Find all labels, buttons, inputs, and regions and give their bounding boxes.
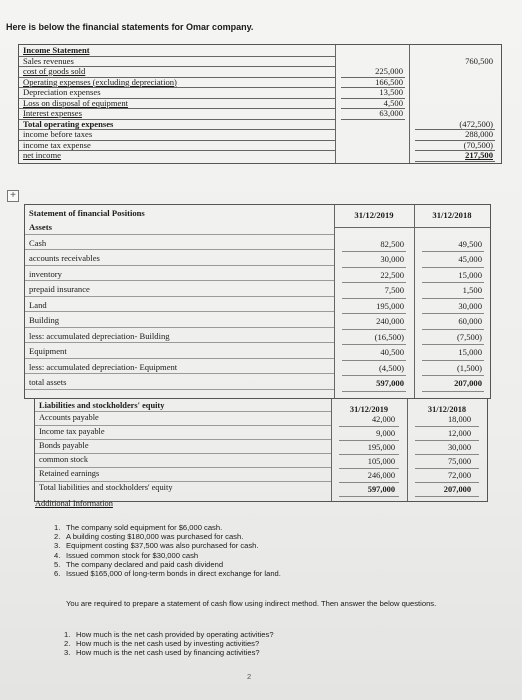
positions-header-line: [334, 227, 490, 228]
positions-col-2019: 31/12/2019: [354, 210, 394, 220]
income-mid-value: 13,500: [379, 87, 403, 97]
v1-line: [342, 251, 406, 252]
liab-2019-value: 195,000: [367, 443, 395, 452]
info-item-number: 6.: [54, 569, 61, 579]
positions-2018-value: 1,500: [462, 285, 482, 295]
income-mid-value: 63,000: [379, 108, 403, 118]
v1-line: [342, 375, 406, 376]
additional-info-list: [54, 523, 281, 578]
liab-col-2018: 31/12/2018: [427, 405, 467, 414]
questions-list: [54, 630, 274, 658]
v2-line: [422, 391, 484, 392]
income-label: Loss on disposal of equipment: [23, 97, 129, 108]
positions-2018-value: 15,000: [458, 269, 482, 280]
income-right-value: 217,500: [465, 150, 493, 160]
right-line: [415, 140, 495, 141]
positions-2019-value: 22,500: [380, 269, 404, 280]
liab-2018-value: 72,000: [447, 471, 471, 480]
mid-line: [341, 119, 405, 120]
positions-label: Building: [29, 315, 60, 325]
liabilities-box: [34, 398, 488, 502]
v2-line: [422, 267, 484, 268]
positions-col-2018: 31/12/2018: [432, 210, 472, 220]
income-right-value: 288,000: [465, 129, 493, 139]
positions-2019-value: 195,000: [376, 300, 404, 311]
question-text: How much is the net cash provided by operating activities?: [76, 630, 274, 639]
liab-2019-value: 597,000: [367, 485, 395, 494]
liab-2019-value: 42,000: [371, 415, 395, 424]
liab-col-2019: 31/12/2019: [349, 405, 389, 414]
positions-rowline: [25, 327, 334, 328]
lv2-line: [415, 482, 479, 483]
info-item-number: 4.: [54, 550, 61, 560]
lv2-line: [415, 440, 479, 441]
mid-line: [341, 108, 405, 109]
income-label: Depreciation expenses: [23, 87, 101, 97]
v1-line: [342, 313, 406, 314]
lv1-line: [339, 496, 399, 497]
liab-2018-value: 75,000: [447, 457, 471, 466]
positions-2018-value: (7,500): [456, 331, 482, 342]
v1-line: [342, 391, 406, 392]
info-item: [54, 560, 281, 569]
info-item: [54, 523, 281, 532]
income-mid-value: 225,000: [375, 66, 403, 76]
right-line: [415, 129, 495, 130]
info-item-number: 5.: [54, 559, 61, 569]
positions-label: Assets: [29, 222, 52, 232]
info-item-text: Issued common stock for $30,000 cash: [66, 550, 199, 560]
income-box: [18, 44, 502, 164]
liab-2018-value: 207,000: [443, 485, 471, 494]
mid-line: [341, 98, 405, 99]
info-item-text: The company declared and paid cash dividend: [66, 559, 224, 569]
positions-2018-value: 45,000: [458, 254, 482, 264]
income-mid-value: 166,500: [375, 76, 403, 87]
income-rowline: [19, 150, 335, 151]
positions-2018-value: 49,500: [458, 238, 482, 249]
right-line: [415, 161, 495, 162]
positions-2018-value: 207,000: [454, 378, 482, 388]
liab-2018-value: 18,000: [447, 415, 471, 424]
v1-line: [342, 344, 406, 345]
info-item: [54, 541, 281, 550]
v1-line: [342, 360, 406, 361]
v2-line: [422, 282, 484, 283]
liab-2018-value: 30,000: [447, 443, 471, 452]
lv1-line: [339, 482, 399, 483]
liab-label: Income tax payable: [39, 427, 105, 436]
v2-line: [422, 298, 484, 299]
intro-text: Here is below the financial statements for Omar company.: [6, 22, 254, 32]
positions-2019-value: 597,000: [376, 378, 404, 388]
positions-box: [24, 204, 491, 399]
page-number: 2: [247, 672, 252, 681]
question-text: How much is the net cash used by investing activities?: [76, 639, 260, 649]
question-item: [54, 630, 274, 639]
income-label: Income Statement: [23, 45, 90, 55]
info-item-text: The company sold equipment for $6,000 cash.: [66, 523, 223, 532]
question-item: [54, 639, 274, 648]
income-label: income tax expense: [23, 139, 91, 150]
income-label: income before taxes: [23, 129, 93, 139]
liabilities-header: Liabilities and stockholders' equity: [39, 401, 165, 410]
additional-information-heading: Additional Information: [35, 499, 113, 508]
positions-2018-value: (1,500): [456, 362, 482, 373]
lv2-line: [415, 468, 479, 469]
v2-line: [422, 251, 484, 252]
income-label: Sales revenues: [23, 55, 74, 66]
question-number: 3.: [64, 648, 71, 658]
positions-label: prepaid insurance: [29, 284, 90, 294]
lv1-line: [339, 454, 399, 455]
lv1-line: [339, 440, 399, 441]
info-item: [54, 551, 281, 560]
income-label: Total operating expenses: [23, 118, 114, 129]
v1-line: [342, 267, 406, 268]
liab-2019-value: 246,000: [367, 471, 395, 480]
v2-line: [422, 375, 484, 376]
income-right-value: 760,500: [465, 55, 493, 66]
positions-rowline: [25, 280, 334, 281]
positions-label: Land: [29, 299, 47, 310]
liab-label: Accounts payable: [39, 413, 99, 422]
positions-2019-value: 82,500: [380, 238, 404, 249]
income-mid-value: 4,500: [383, 97, 403, 108]
v2-line: [422, 360, 484, 361]
income-right-value: (70,500): [463, 139, 493, 150]
requirement-text: You are required to prepare a statement of cash flow using indirect method. Then answer the below questions.: [66, 599, 437, 608]
positions-2019-value: 240,000: [376, 316, 404, 326]
positions-2019-value: (4,500): [378, 362, 404, 373]
positions-rowline: [25, 311, 334, 312]
liab-2019-value: 9,000: [376, 429, 395, 438]
positions-label: Equipment: [29, 346, 67, 356]
info-item-text: Equipment costing $37,500 was also purchased for cash.: [66, 541, 259, 551]
v2-line: [422, 344, 484, 345]
positions-rowline: [25, 358, 334, 359]
positions-label: inventory: [29, 268, 62, 279]
liab-label: Total liabilities and stockholders' equity: [39, 483, 173, 492]
positions-rowline: [25, 389, 334, 390]
info-item: [54, 532, 281, 541]
question-text: How much is the net cash used by financing activities?: [76, 648, 260, 658]
info-item-number: 3.: [54, 541, 61, 551]
positions-2019-value: 30,000: [380, 254, 404, 264]
question-item: [54, 648, 274, 657]
income-label: net income: [23, 150, 61, 160]
lv2-line: [415, 454, 479, 455]
income-label: cost of goods sold: [23, 66, 86, 76]
lv2-line: [415, 426, 479, 427]
liab-label: common stock: [39, 455, 89, 464]
liab-label: Bonds payable: [39, 441, 89, 450]
positions-2019-value: (16,500): [374, 331, 404, 342]
expand-plus-icon[interactable]: +: [7, 190, 19, 202]
liab-2019-value: 105,000: [367, 457, 395, 466]
positions-2019-value: 40,500: [380, 347, 404, 357]
positions-header: Statement of financial Positions: [29, 208, 145, 218]
income-label: Operating expenses (excluding depreciation): [23, 76, 177, 87]
lv1-line: [339, 468, 399, 469]
right-line: [415, 150, 495, 151]
v2-line: [422, 329, 484, 330]
info-item-text: Issued $165,000 of long-term bonds in direct exchange for land.: [66, 569, 281, 579]
question-number: 2.: [64, 639, 71, 649]
lv1-line: [339, 426, 399, 427]
positions-label: less: accumulated depreciation- Equipment: [29, 361, 178, 372]
income-right-value: (472,500): [459, 118, 493, 129]
positions-2018-value: 60,000: [458, 316, 482, 326]
info-item-text: A building costing $180,000 was purchased for cash.: [66, 532, 244, 542]
positions-rowline: [25, 249, 334, 250]
mid-line: [341, 77, 405, 78]
positions-2018-value: 15,000: [458, 347, 482, 357]
positions-2019-value: 7,500: [384, 285, 404, 295]
positions-label: total assets: [29, 377, 67, 387]
question-number: 1.: [64, 630, 71, 639]
info-item-number: 1.: [54, 523, 61, 532]
positions-2018-value: 30,000: [458, 300, 482, 311]
lv2-line: [415, 496, 479, 497]
v1-line: [342, 298, 406, 299]
v2-line: [422, 313, 484, 314]
positions-label: Cash: [29, 237, 47, 248]
v1-line: [342, 282, 406, 283]
liab-2018-value: 12,000: [447, 429, 471, 438]
income-label: Interest expenses: [23, 108, 82, 118]
info-item: [54, 569, 281, 578]
positions-label: accounts receivables: [29, 253, 100, 263]
v1-line: [342, 329, 406, 330]
info-item-number: 2.: [54, 532, 61, 542]
positions-label: less: accumulated depreciation- Building: [29, 330, 170, 341]
positions-rowline: [25, 234, 334, 235]
liab-label: Retained earnings: [39, 469, 100, 478]
mid-line: [341, 87, 405, 88]
